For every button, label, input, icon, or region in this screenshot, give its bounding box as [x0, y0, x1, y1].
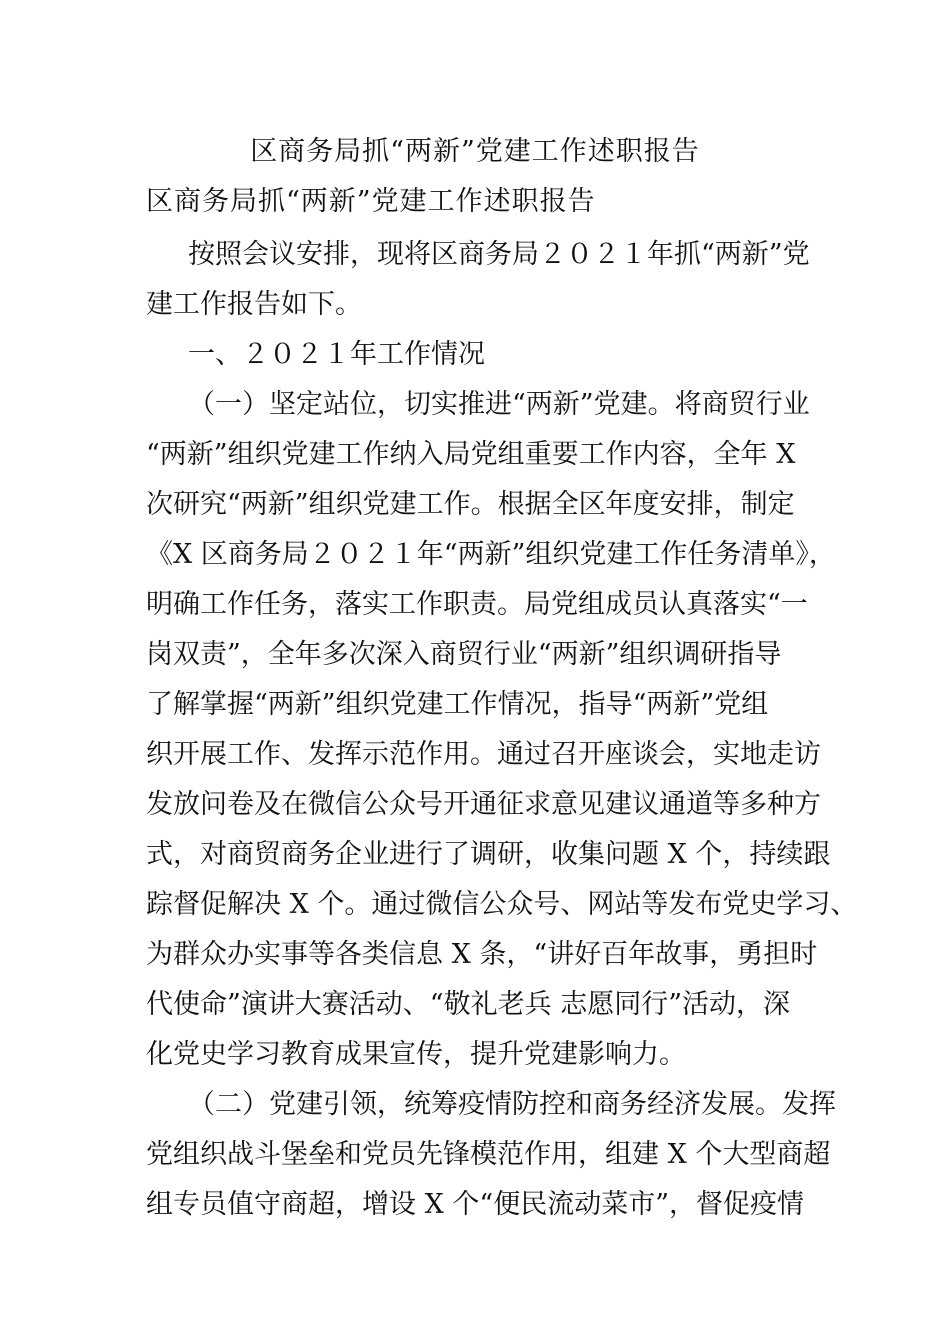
paragraph-line: 按照会议安排，现将区商务局２０２１年抓“两新”党 — [188, 239, 810, 270]
paragraph-line: （二）党建引领，统筹疫情防控和商务经济发展。发挥 — [188, 1089, 836, 1120]
paragraph-line: 《X 区商务局２０２１年“两新”组织党建工作任务清单》， — [146, 539, 836, 570]
paragraph-line: 踪督促解决 X 个。通过微信公众号、网站等发布党史学习、 — [146, 889, 858, 920]
paragraph-line: 式，对商贸商务企业进行了调研，收集问题 X 个，持续跟 — [146, 839, 831, 870]
paragraph-line: 化党史学习教育成果宣传，提升党建影响力。 — [146, 1039, 686, 1070]
paragraph-line: （一）坚定站位，切实推进“两新”党建。将商贸行业 — [188, 389, 810, 420]
paragraph-line: 党组织战斗堡垒和党员先锋模范作用，组建 X 个大型商超 — [146, 1139, 831, 1170]
paragraph-line: 织开展工作、发挥示范作用。通过召开座谈会，实地走访 — [146, 739, 821, 770]
document-title: 区商务局抓“两新”党建工作述职报告 — [250, 136, 700, 167]
section-heading: 一、２０２１年工作情况 — [188, 339, 485, 370]
paragraph-line: “两新”组织党建工作纳入局党组重要工作内容，全年 X — [146, 439, 796, 470]
paragraph-line: 了解掌握“两新”组织党建工作情况，指导“两新”党组 — [146, 689, 769, 720]
paragraph-line: 组专员值守商超，增设 X 个“便民流动菜市”，督促疫情 — [146, 1189, 804, 1220]
paragraph-line: 发放问卷及在微信公众号开通征求意见建议通道等多种方 — [146, 789, 821, 820]
paragraph-line: 明确工作任务，落实工作职责。局党组成员认真落实“一 — [146, 589, 808, 620]
paragraph-line: 次研究“两新”组织党建工作。根据全区年度安排，制定 — [146, 489, 795, 520]
document-subtitle: 区商务局抓“两新”党建工作述职报告 — [146, 186, 596, 217]
paragraph-line: 建工作报告如下。 — [146, 289, 362, 320]
document-body — [146, 230, 858, 1230]
paragraph-line: 岗双责”，全年多次深入商贸行业“两新”组织调研指导 — [146, 639, 782, 670]
paragraph-line: 为群众办实事等各类信息 X 条，“讲好百年故事，勇担时 — [146, 939, 818, 970]
paragraph-line: 代使命”演讲大赛活动、“敬礼老兵 志愿同行”活动，深 — [146, 989, 790, 1020]
